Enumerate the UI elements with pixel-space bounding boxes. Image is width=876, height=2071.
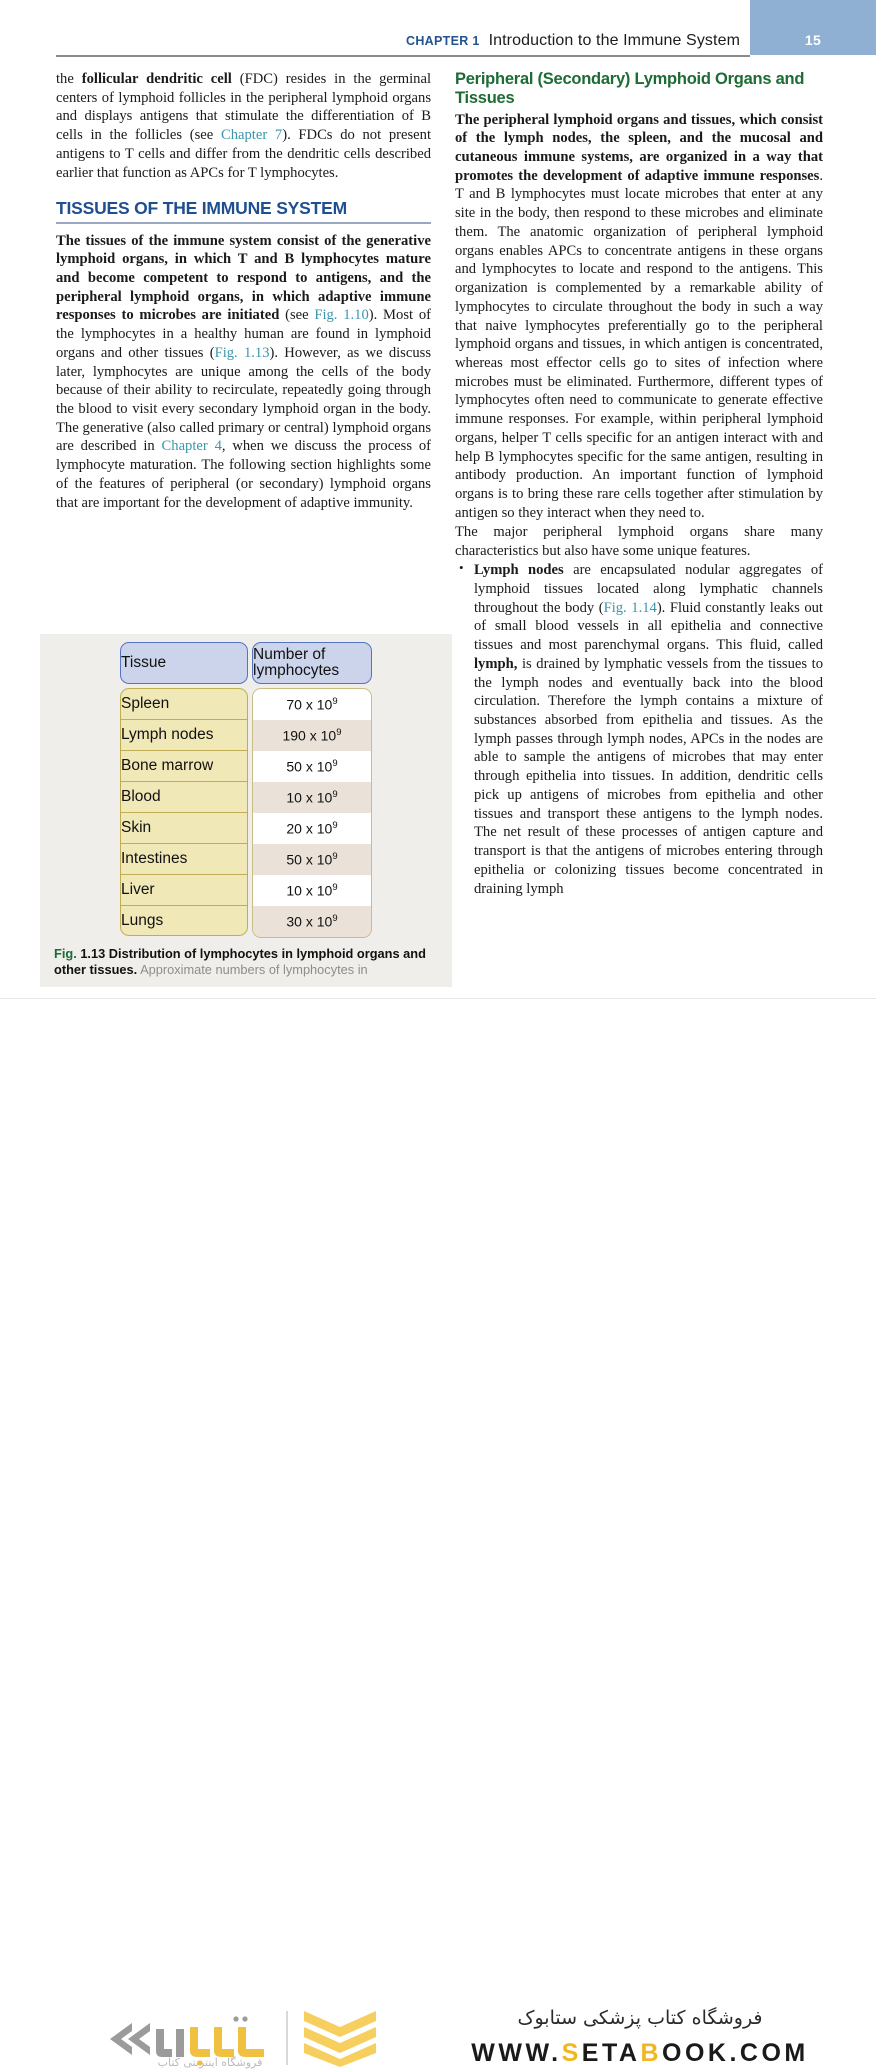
count-cells xyxy=(252,688,372,938)
header-rule xyxy=(56,55,750,57)
table-row xyxy=(120,750,248,781)
table-row xyxy=(253,720,371,751)
count-cell: 70 x $10^9$ xyxy=(253,689,371,720)
text-run: , when we discuss the process of lymphocyte maturation. The following section highlights some of the features of peripheral (or secondary) lymphoid organs that are important for the development of adaptive immunity. xyxy=(56,438,431,511)
paragraph-major-organs: The major peripheral lymphoid organs share many characteristics but also have some unique features. xyxy=(455,524,823,559)
chapter-title: Introduction to the Immune System xyxy=(488,32,740,49)
tissue-cell: Blood xyxy=(120,781,248,812)
section-heading-peripheral: Peripheral (Secondary) Lymphoid Organs and Tissues xyxy=(455,70,805,107)
page-header xyxy=(0,0,876,58)
tissue-cell: Bone marrow xyxy=(120,750,248,781)
table-row xyxy=(120,905,248,936)
caption-rest: Approximate numbers of lymphocytes in xyxy=(140,961,368,977)
count-cell: 10 x $10^9$ xyxy=(253,782,371,813)
text-run: (see xyxy=(279,307,315,324)
tissue-column xyxy=(120,688,248,938)
url-eta: ETA xyxy=(581,2039,641,2067)
bullet-icon: • xyxy=(459,560,464,576)
table-row xyxy=(253,844,371,875)
table-header-row xyxy=(120,642,372,684)
text-run: . T and B lymphocytes must locate microbes that enter at any site in the body, then respond to these microbes and eliminate them. The anatomic organization of peripheral lymphoid organs enables APCs to concentrate antigens in these organs and lymphocytes to locate and respond to the antigens. This organization is complemented by a remarkable ability of lymphocytes to circulate throughout the body in such a way that naive lymphocytes preferentially go to the peripheral lymphoid organs and tissues, in which antigen is concentrated, whereas most effector cells go to sites of infection where microbes must be eliminated. Furthermore, different types of lymphocytes often need to communicate to generate effective immune responses. For example, within peripheral lymphoid organs, helper T cells specific for an antigen interact with and help B lymphocytes specific for the same antigen, resulting in antibody production. An important function of lymphoid organs is to bring these rare cells together after stimulation by antigen so they interact when they need to. xyxy=(455,167,823,521)
running-head xyxy=(330,32,740,50)
xref-chapter-4[interactable]: Chapter 4 xyxy=(161,438,222,455)
left-text-column xyxy=(56,70,431,513)
paragraph-tissues-intro xyxy=(56,232,431,513)
caption-fig-word: Fig. xyxy=(54,946,77,961)
count-cell: 50 x $10^9$ xyxy=(253,751,371,782)
xref-fig-1-14[interactable]: Fig. 1.14 xyxy=(603,599,657,616)
count-cell: 10 x $10^9$ xyxy=(253,875,371,906)
figure-caption xyxy=(40,938,452,987)
text-run: ). Fluid constantly leaks out of small blood vessels in all epithelia and connective tissues and most parenchymal organs. This fluid, called xyxy=(474,599,823,654)
chapter-label: CHAPTER 1 xyxy=(406,34,480,48)
table-row xyxy=(253,906,371,937)
xref-fig-1-10[interactable]: Fig. 1.10 xyxy=(314,307,369,324)
paragraph-peripheral-organs xyxy=(455,111,823,523)
text-run: are encapsulated nodular aggregates of lymphoid tissues located along lymphatic channels throughout the body ( xyxy=(474,562,823,616)
term-lymph: lymph, xyxy=(474,655,518,672)
xref-fig-1-13[interactable]: Fig. 1.13 xyxy=(214,344,270,361)
table-body-row xyxy=(120,688,372,938)
table-row xyxy=(120,781,248,812)
tissue-cell: Intestines xyxy=(120,843,248,874)
count-column xyxy=(252,688,372,938)
logo-divider xyxy=(286,2011,288,2065)
count-cell: 30 x $10^9$ xyxy=(253,906,371,937)
xref-chapter-7[interactable]: Chapter 7 xyxy=(220,127,283,144)
caption-fig-number: 1.13 xyxy=(80,946,106,961)
tissue-cells xyxy=(120,688,248,936)
figure-1-13 xyxy=(40,634,452,987)
right-text-column xyxy=(455,70,823,898)
lymphocyte-distribution-table xyxy=(120,642,372,938)
table-row xyxy=(120,812,248,843)
url-s: S xyxy=(561,2039,582,2067)
count-cell: 190 x $10^9$ xyxy=(253,720,371,751)
tissue-cell: Spleen xyxy=(120,688,248,719)
table-row xyxy=(253,782,371,813)
setabook-chevron-icon xyxy=(300,2009,380,2067)
list-item-lymph-nodes xyxy=(455,561,823,898)
footer-url[interactable] xyxy=(430,2039,850,2068)
table-row xyxy=(253,751,371,782)
tissue-cell: Lymph nodes xyxy=(120,719,248,750)
text-run: the xyxy=(56,71,82,87)
tissue-cell: Lungs xyxy=(120,905,248,936)
count-cell: 50 x $10^9$ xyxy=(253,844,371,875)
url-b: B xyxy=(640,2039,663,2067)
table-row xyxy=(253,813,371,844)
table-row xyxy=(120,688,248,719)
text-run: ). Most of the lymphocytes in a healthy human are found in lymphoid organs and other tissues ( xyxy=(56,307,431,361)
footer-persian-tagline: فروشگاه کتاب پزشکی ستابوک xyxy=(517,2007,763,2029)
table-row xyxy=(120,874,248,905)
column-header-number: Number of lymphocytes xyxy=(252,642,372,684)
lead-in-bold: The peripheral lymphoid organs and tissues, which consist of the lymph nodes, the spleen, and the mucosal and cutaneous immune systems, are organized in a way that promotes the development of adaptive immune responses xyxy=(455,111,823,184)
table-row xyxy=(253,875,371,906)
term-lymph-nodes: Lymph nodes xyxy=(474,562,564,579)
table-row xyxy=(120,843,248,874)
text-run: is drained by lymphatic vessels from the tissues to the lymph nodes and eventually back into the blood circulation. Therefore the lymph contains a mixture of substances absorbed from epithelia and tissues. As the lymph passes through lymph nodes, APCs in the nodes are able to sample the antigens of microbes that may enter through epithelia into tissues. In addition, dendritic cells pick up antigens of microbes from epithelia and other tissues and transport these antigens to the lymph nodes. The net result of these processes of antigen capture and transport is that the antigens of microbes entering through epithelia or colonizing tissues become concentrated in draining lymph xyxy=(474,655,823,897)
table-row xyxy=(120,719,248,750)
column-header-tissue: Tissue xyxy=(120,642,248,684)
section-heading-tissues: TISSUES OF THE IMMUNE SYSTEM xyxy=(56,198,347,219)
count-cell: 20 x $10^9$ xyxy=(253,813,371,844)
text-run: ). However, as we discuss later, lymphocytes are unique among the cells of the body because of their ability to recirculate, repeatedly going through the blood to visit every secondary lymphoid organ in the body. The generative (also called primary or central) lymphoid organs are described in xyxy=(56,344,431,455)
tissue-cell: Liver xyxy=(120,874,248,905)
paragraph-fdc xyxy=(56,70,431,182)
table-row xyxy=(253,689,371,720)
tissue-cell: Skin xyxy=(120,812,248,843)
text-run: (FDC) resides in the germinal centers of lymphoid follicles in the peripheral lymphoid organs and displays antigens that stimulate the differentiation of B cells in the follicles (see xyxy=(56,71,431,144)
footer-watermark-band xyxy=(0,998,876,2069)
url-suffix: OOK.COM xyxy=(662,2039,809,2067)
setabook-logo-subtitle: فروشگاه اینترنتی کتاب xyxy=(157,2056,263,2069)
caption-lead: Distribution of lymphocytes in lymphoid organs and other tissues. xyxy=(54,946,426,977)
lead-in-bold: The tissues of the immune system consist of the generative lymphoid organs, in which T and B lymphocytes mature and become competent to respond to antigens, and the peripheral lymphoid organs, in which adaptive immune responses to microbes are initiated xyxy=(56,232,431,324)
bullet-list xyxy=(455,561,823,898)
term-follicular-dendritic-cell: follicular dendritic cell xyxy=(81,71,232,87)
text-run: ). FDCs do not present antigens to T cells and differ from the dendritic cells described earlier that function as APCs for T lymphocytes. xyxy=(56,127,432,181)
section-heading-rule xyxy=(56,222,431,224)
page-number: 15 xyxy=(804,32,822,48)
url-prefix: WWW. xyxy=(471,2039,562,2067)
